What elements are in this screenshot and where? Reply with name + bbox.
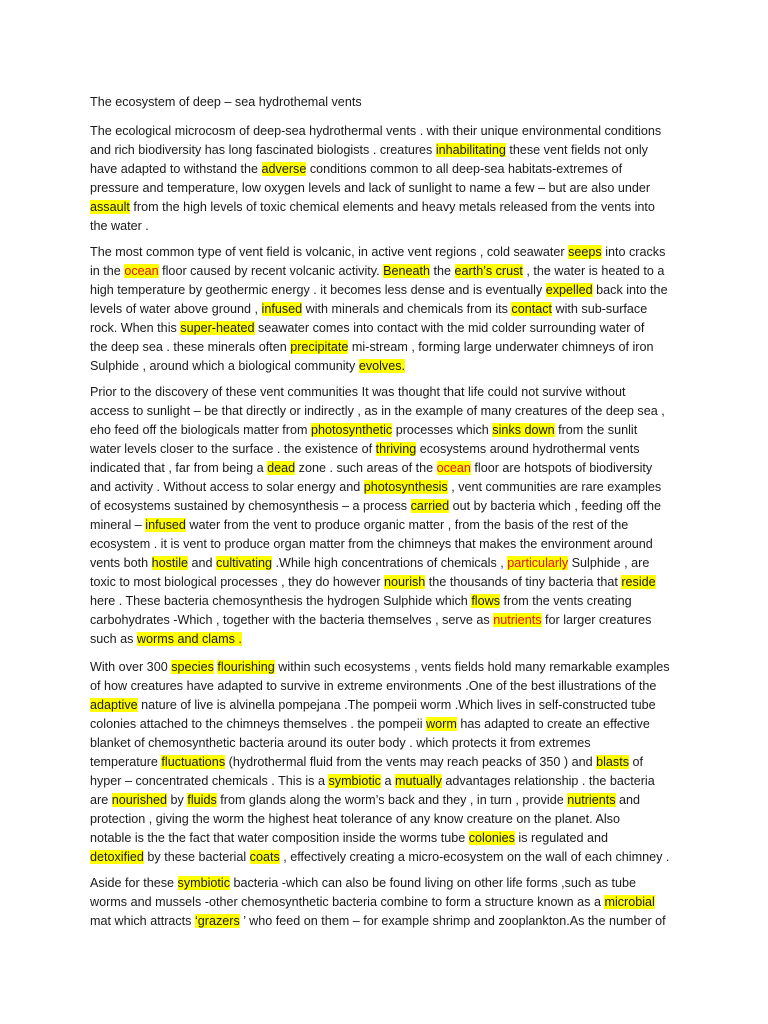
highlighted-word: ‘grazers (194, 914, 240, 928)
text-run: are (90, 793, 112, 807)
highlighted-word: earth’s crust (454, 264, 523, 278)
highlighted-word: super-heated (180, 321, 255, 335)
text-line (90, 402, 690, 421)
text-line (90, 772, 690, 791)
text-run: ’ who feed on them – for example shrimp and zooplankton.As the number of (239, 914, 666, 928)
text-run: and activity . Without access to solar energy and (90, 480, 364, 494)
text-line (90, 357, 690, 376)
highlighted-word: photosynthetic (310, 423, 393, 437)
text-run: protection , giving the worm the highest heat tolerance of any know creature on the planet. Also (90, 812, 620, 826)
text-run: into cracks (601, 245, 666, 259)
text-run: within such ecosystems , vents fields hold many remarkable examples (274, 660, 670, 674)
text-line (90, 611, 690, 630)
text-line (90, 554, 690, 573)
text-line (90, 848, 690, 867)
text-run: and rich biodiversity has long fascinated biologists . creatures (90, 143, 436, 157)
highlighted-word: cultivating (216, 556, 273, 570)
text-run: vents both (90, 556, 152, 570)
text-run: mineral – (90, 518, 146, 532)
highlighted-word: inhabilitating (435, 143, 506, 157)
text-run: (hydrothermal fluid from the vents may reach peacks of 350 ) and (225, 755, 597, 769)
text-line (90, 262, 690, 281)
text-line (90, 300, 690, 319)
text-run: levels of water above ground , (90, 302, 262, 316)
text-run: floor are hotspots of biodiversity (470, 461, 653, 475)
highlighted-word: infused (145, 518, 186, 532)
highlighted-word: colonies (468, 831, 515, 845)
highlighted-word: flows (471, 594, 501, 608)
text-run: is regulated and (514, 831, 609, 845)
text-run: carbohydrates -Which , together with the bacteria themselves , serve as (90, 613, 494, 627)
text-line (90, 338, 690, 357)
text-run: The most common type of vent field is volcanic, in active vent regions , cold seawater (90, 245, 569, 259)
text-run: worms and mussels -other chemosynthetic bacteria combine to form a structure known as a (90, 895, 605, 909)
text-run: of how creatures have adapted to survive in extreme environments .One of the best illustrations of the (90, 679, 657, 693)
text-run: rock. When this (90, 321, 181, 335)
highlighted-word: precipitate (290, 340, 349, 354)
text-line (90, 829, 690, 848)
text-line (90, 658, 690, 677)
text-line (90, 715, 690, 734)
text-run: hyper – concentrated chemicals . This is a (90, 774, 329, 788)
text-line (90, 810, 690, 829)
text-run: eho feed off the biologicals matter from (90, 423, 311, 437)
text-run: floor caused by recent volcanic activity. (158, 264, 384, 278)
text-run: Aside for these (90, 876, 178, 890)
text-run: , the water is heated to a (522, 264, 665, 278)
text-run: zone . such areas of the (295, 461, 437, 475)
text-run: The ecological microcosm of deep-sea hydrothermal vents . with their unique environmental conditions (90, 124, 662, 138)
text-run: from the high levels of toxic chemical elements and heavy metals released from the vents into (129, 200, 655, 214)
text-line (90, 243, 690, 262)
highlighted-word: contact (511, 302, 553, 316)
text-line (90, 677, 690, 696)
text-line (90, 734, 690, 753)
text-line (90, 696, 690, 715)
text-run: of ecosystems sustained by chemosynthesis – a process (90, 499, 411, 513)
highlighted-word: species (171, 660, 214, 674)
text-line (90, 516, 690, 535)
text-run: ecosystem . it is vent to produce organ matter from the chimneys that makes the environment around (90, 537, 653, 551)
paragraph-intro (90, 122, 690, 236)
highlighted-word: evolves. (358, 359, 406, 373)
text-run: from glands along the worm’s back and they , in turn , provide (216, 793, 568, 807)
text-run: from the vents creating (500, 594, 632, 608)
text-run: by these bacterial (143, 850, 250, 864)
text-run: conditions common to all deep-sea habitats-extremes of (306, 162, 623, 176)
text-line (90, 497, 690, 516)
text-line (90, 592, 690, 611)
text-run: .While high concentrations of chemicals , (272, 556, 508, 570)
text-run: Sulphide , are (568, 556, 650, 570)
highlighted-word: detoxified (90, 850, 144, 864)
highlighted-word: hostile (151, 556, 189, 570)
text-run: colonies attached to the chimneys themselves . the pompeii (90, 717, 427, 731)
text-run: ecosystems around hydrothermal vents (416, 442, 640, 456)
paragraph-pompeii-worm (90, 658, 690, 867)
text-line (90, 630, 690, 649)
document-title: The ecosystem of deep – sea hydrothemal vents (90, 95, 362, 109)
text-line (90, 440, 690, 459)
text-run: in the (90, 264, 125, 278)
text-run: by (167, 793, 188, 807)
highlighted-word: blasts (596, 755, 630, 769)
text-run: , effectively creating a micro-ecosystem on the wall of each chimney . (279, 850, 670, 864)
highlighted-word: mutually (394, 774, 442, 788)
highlighted-word: adverse (261, 162, 307, 176)
text-run: out by bacteria which , feeding off the (449, 499, 661, 513)
text-line (90, 893, 690, 912)
highlighted-word: dead (267, 461, 296, 475)
text-line (90, 198, 690, 217)
highlighted-word: microbial (604, 895, 655, 909)
text-line (90, 459, 690, 478)
text-line (90, 383, 690, 402)
text-run: Sulphide , around which a biological community (90, 359, 359, 373)
text-run: mi-stream , forming large underwater chimneys of iron (348, 340, 654, 354)
highlighted-word: thriving (375, 442, 417, 456)
text-line (90, 791, 690, 810)
text-run: and (615, 793, 641, 807)
text-line (90, 753, 690, 772)
text-line (90, 478, 690, 497)
text-run: water from the vent to produce organic matter , from the basis of the rest of the (185, 518, 629, 532)
text-run: of (629, 755, 644, 769)
text-run: with minerals and chemicals from its (302, 302, 512, 316)
highlighted-word: ocean (436, 461, 471, 475)
text-line (90, 912, 690, 931)
highlighted-word: worms and clams . (136, 632, 242, 646)
text-run: advantages relationship . the bacteria (441, 774, 655, 788)
text-run: such as (90, 632, 137, 646)
text-run: water levels closer to the surface . the existence of (90, 442, 376, 456)
text-run: a (380, 774, 395, 788)
highlighted-word: symbiotic (177, 876, 230, 890)
text-run: mat which attracts (90, 914, 195, 928)
highlighted-word: nutrients (567, 793, 616, 807)
text-line (90, 319, 690, 338)
paragraph-microbial-mat (90, 874, 690, 931)
text-run: these vent fields not only (505, 143, 648, 157)
text-run: , vent communities are rare examples (447, 480, 662, 494)
highlighted-word: worm (426, 717, 457, 731)
text-run: Prior to the discovery of these vent communities It was thought that life could not survive without (90, 385, 626, 399)
highlighted-word: reside (621, 575, 656, 589)
text-run: with sub-surface (552, 302, 648, 316)
highlighted-word: fluctuations (161, 755, 226, 769)
text-run: indicated that , far from being a (90, 461, 268, 475)
text-run: bacteria -which can also be found living on other life forms ,such as tube (230, 876, 637, 890)
text-run: access to sunlight – be that directly or indirectly , as in the example of many creatures of the deep sea , (90, 404, 665, 418)
text-run: temperature (90, 755, 162, 769)
highlighted-word: particularly (507, 556, 569, 570)
highlighted-word: assault (90, 200, 130, 214)
text-run: the thousands of tiny bacteria that (425, 575, 622, 589)
highlighted-word: sinks down (492, 423, 555, 437)
text-run: blanket of chemosynthetic bacteria around its outer body . which protects it from extremes (90, 736, 591, 750)
text-line (90, 281, 690, 300)
highlighted-word: adaptive (90, 698, 138, 712)
text-run: have adapted to withstand the (90, 162, 262, 176)
text-run: the deep sea . these minerals often (90, 340, 291, 354)
highlighted-word: coats (249, 850, 280, 864)
highlighted-word: carried (410, 499, 450, 513)
text-run: back into the (592, 283, 668, 297)
text-run: for larger creatures (541, 613, 652, 627)
paragraph-vent-formation (90, 243, 690, 376)
text-run: high temperature by geothermic energy . it becomes less dense and is eventually (90, 283, 546, 297)
text-line (90, 535, 690, 554)
text-run: the (430, 264, 455, 278)
text-run: seawater comes into contact with the mid colder surrounding water of (254, 321, 645, 335)
text-line (90, 874, 690, 893)
text-run: and (188, 556, 217, 570)
text-run: here . These bacteria chemosynthesis the hydrogen Sulphide which (90, 594, 472, 608)
text-line (90, 421, 690, 440)
highlighted-word: seeps (568, 245, 602, 259)
highlighted-word: photosynthesis (363, 480, 448, 494)
highlighted-word: symbiotic (328, 774, 381, 788)
highlighted-word: nourish (384, 575, 426, 589)
highlighted-word: nourished (111, 793, 168, 807)
text-line (90, 160, 690, 179)
text-run: pressure and temperature, low oxygen levels and lack of sunlight to name a few – but are also under (90, 181, 651, 195)
highlighted-word: nutrients (493, 613, 542, 627)
text-run: from the sunlit (554, 423, 638, 437)
text-run: nature of live is alvinella pompejana .The pompeii worm .Which lives in self-constructed tube (137, 698, 656, 712)
text-run: toxic to most biological processes , they do however (90, 575, 384, 589)
paragraph-chemosynthesis (90, 383, 690, 649)
highlighted-word: infused (261, 302, 303, 316)
text-run: processes which (392, 423, 493, 437)
text-run: With over 300 (90, 660, 172, 674)
text-run: has adapted to create an effective (456, 717, 650, 731)
text-line (90, 217, 690, 236)
highlighted-word: fluids (187, 793, 217, 807)
highlighted-word: flourishing (217, 660, 275, 674)
highlighted-word: ocean (124, 264, 159, 278)
text-line (90, 573, 690, 592)
text-line (90, 179, 690, 198)
text-line (90, 122, 690, 141)
highlighted-word: Beneath (383, 264, 431, 278)
highlighted-word: expelled (545, 283, 593, 297)
text-line (90, 141, 690, 160)
text-run: notable is the the fact that water composition inside the worms tube (90, 831, 469, 845)
text-run: the water . (90, 219, 149, 233)
